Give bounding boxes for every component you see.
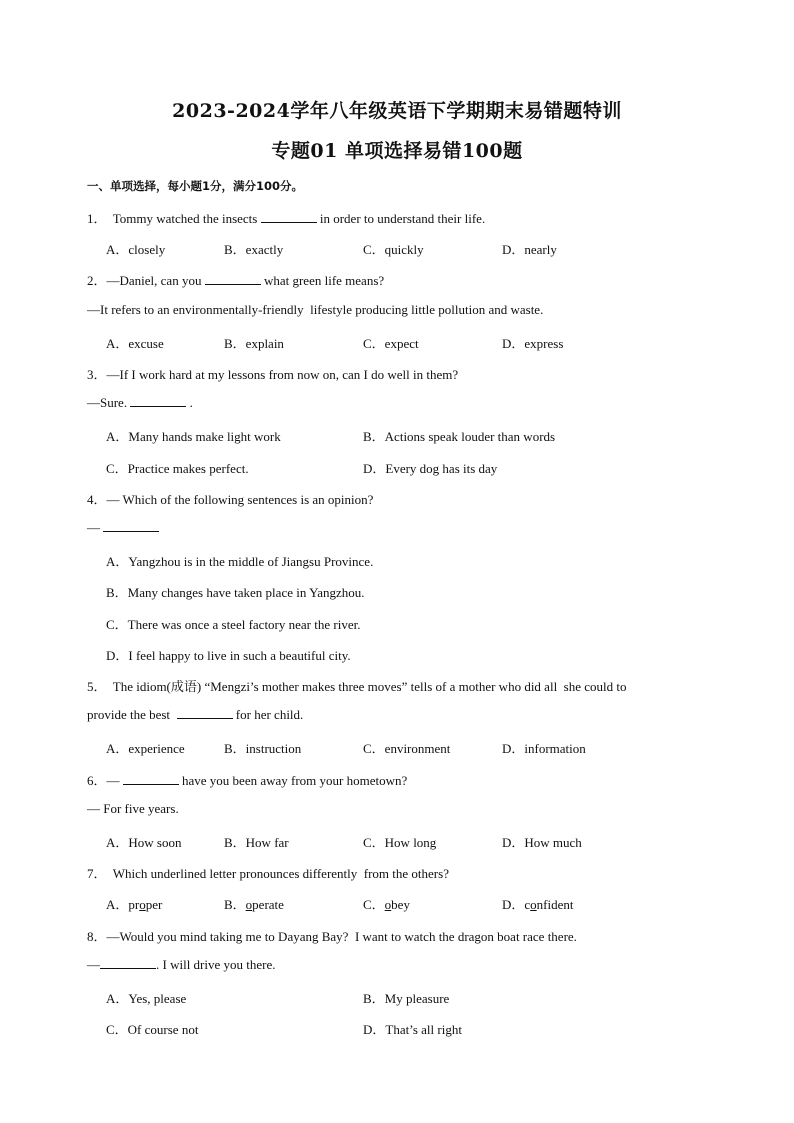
question-4-line-2 <box>87 520 159 536</box>
option-c: C．How long <box>363 835 437 850</box>
option-a: A．Yangzhou is in the middle of Jiangsu Province. <box>106 554 374 569</box>
option-b: B．How far <box>224 835 289 850</box>
question-text: 6．— <box>87 773 123 788</box>
question-6 <box>87 770 407 789</box>
question-6-line-2: — For five years. <box>87 801 179 816</box>
option-b: B．exactly <box>224 242 284 257</box>
option-c: C．Practice makes perfect. <box>106 461 249 476</box>
question-text: what green life means? <box>260 273 385 288</box>
question-2 <box>87 270 384 289</box>
option-c: C．There was once a steel factory near the river. <box>106 617 361 632</box>
option-b: B．explain <box>224 336 284 351</box>
option-a: A．closely <box>106 242 166 257</box>
answer-blank <box>261 211 317 223</box>
answer-blank <box>103 520 159 532</box>
option-d: D．That’s all right <box>363 1022 462 1037</box>
question-text: have you been away from your hometown? <box>178 773 408 788</box>
option-c: C．obey <box>363 897 410 912</box>
answer-blank <box>177 707 233 719</box>
question-text: — <box>87 520 104 535</box>
option-a: A．experience <box>106 741 185 756</box>
option-c: C．environment <box>363 741 451 756</box>
option-a: A．proper <box>106 897 163 912</box>
question-8-line-2 <box>87 957 276 973</box>
question-3-line-2 <box>87 395 193 411</box>
option-c: C．Of course not <box>106 1022 199 1037</box>
question-4: 4．— Which of the following sentences is an opinion? <box>87 492 374 507</box>
option-d: D．I feel happy to live in such a beautiful city. <box>106 648 351 663</box>
option-d: D．Every dog has its day <box>363 461 498 476</box>
question-text: — <box>87 957 100 972</box>
option-b: B．Many changes have taken place in Yangzhou. <box>106 585 365 600</box>
option-c: C．quickly <box>363 242 424 257</box>
option-a: A．Many hands make light work <box>106 429 281 444</box>
answer-blank <box>130 395 186 407</box>
section-heading: 一、单项选择，每小题1分，满分100分。 <box>87 179 304 193</box>
underlined-letter: o <box>245 897 253 912</box>
option-a: A．Yes, please <box>106 991 187 1006</box>
question-text: in order to understand their life. <box>316 211 486 226</box>
question-7: 7． Which underlined letter pronounces differently from the others? <box>87 866 449 881</box>
option-d: D．information <box>502 741 586 756</box>
option-c: C．expect <box>363 336 419 351</box>
option-b: B．Actions speak louder than words <box>363 429 556 444</box>
question-text: —Sure. <box>87 395 131 410</box>
answer-blank <box>205 273 261 285</box>
question-text: 1． Tommy watched the insects <box>87 211 261 226</box>
question-1 <box>87 208 485 227</box>
option-a: A．How soon <box>106 835 182 850</box>
question-8: 8．—Would you mind taking me to Dayang Bay? I want to watch the dragon boat race there. <box>87 929 577 944</box>
answer-blank <box>123 773 179 785</box>
underlined-letter: o <box>139 897 146 912</box>
option-d: D．express <box>502 336 564 351</box>
option-d: D．nearly <box>502 242 557 257</box>
question-text: . I will drive you there. <box>156 957 276 972</box>
question-text: 2．—Daniel, can you <box>87 273 205 288</box>
question-5-line-2 <box>87 707 303 723</box>
option-b: B．My pleasure <box>363 991 450 1006</box>
question-text: provide the best <box>87 707 177 722</box>
answer-blank <box>100 957 156 969</box>
underlined-letter: o <box>384 897 392 912</box>
option-b: B．operate <box>224 897 284 912</box>
option-b: B．instruction <box>224 741 302 756</box>
question-5: 5． The idiom(成语) “Mengzi’s mother makes three moves” tells of a mother who did all she could to <box>87 679 627 694</box>
underlined-letter: o <box>530 897 537 912</box>
question-2-line-2: —It refers to an environmentally-friendly lifestyle producing little pollution and waste. <box>87 302 544 317</box>
document-subtitle: 专题01 单项选择易错100题 <box>271 140 523 162</box>
question-text: for her child. <box>232 707 304 722</box>
option-d: D．How much <box>502 835 582 850</box>
option-a: A．excuse <box>106 336 164 351</box>
question-3: 3．—If I work hard at my lessons from now on, can I do well in them? <box>87 367 459 382</box>
question-text: . <box>186 395 193 410</box>
option-d: D．confident <box>502 897 574 912</box>
document-title: 2023-2024学年八年级英语下学期期末易错题特训 <box>172 100 622 122</box>
